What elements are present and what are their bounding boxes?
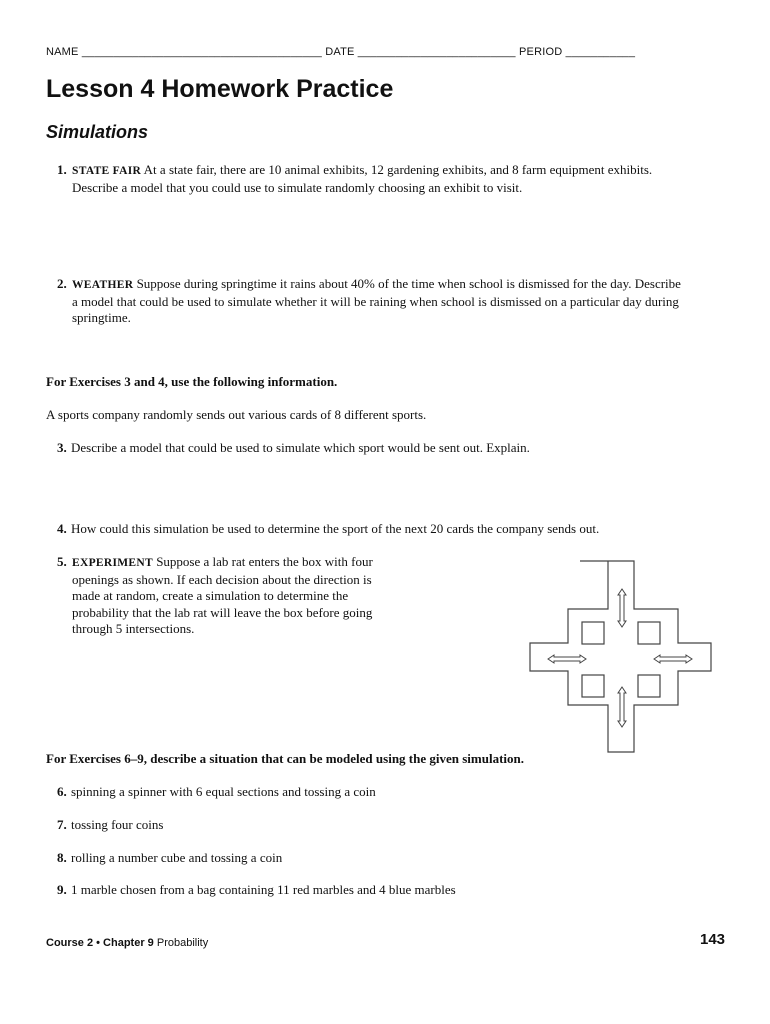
double-arrow-icon — [618, 687, 626, 727]
name-label: NAME — [46, 46, 79, 58]
info-3-4: A sports company randomly sends out various cards of 8 different sports. — [46, 407, 427, 422]
exercise-number: 7. — [57, 817, 67, 832]
lab-rat-box-diagram — [528, 559, 718, 755]
name-blank[interactable]: ______________________________________ — [81, 46, 322, 58]
instruction-3-4: For Exercises 3 and 4, use the following information. — [46, 374, 338, 389]
date-blank[interactable]: _________________________ — [357, 46, 516, 58]
inner-square — [638, 675, 660, 697]
instruction-6-9: For Exercises 6–9, describe a situation that can be modeled using the given simulation. — [46, 751, 524, 766]
period-label: PERIOD — [519, 46, 563, 58]
exercise-text: made at random, create a simulation to determine the — [72, 588, 349, 603]
exercise-text: a model that could be used to simulate whether it will be raining when school is dismissed on a particular day during — [72, 293, 679, 309]
exercise-number: 3. — [57, 440, 67, 455]
exercise-text: probability that the lab rat will leave the box before going — [72, 604, 373, 620]
exercise-2 — [57, 276, 727, 327]
exercise-text: spinning a spinner with 6 equal sections and tossing a coin — [71, 784, 376, 799]
exercise-tag: EXPERIMENT — [72, 557, 153, 569]
inner-square — [582, 675, 604, 697]
footer-course-info — [46, 937, 208, 949]
page-subtitle: Simulations — [46, 122, 149, 142]
footer-topic: Probability — [153, 937, 209, 949]
exercise-text: Suppose a lab rat enters the box with four — [152, 554, 373, 569]
inner-square — [638, 622, 660, 644]
double-arrow-icon — [618, 589, 626, 627]
inner-square — [582, 622, 604, 644]
page-number: 143 — [700, 931, 726, 948]
exercise-text: rolling a number cube and tossing a coin — [71, 850, 283, 865]
date-label: DATE — [325, 46, 355, 58]
exercise-number: 5. — [57, 554, 67, 569]
period-blank[interactable]: ___________ — [565, 46, 636, 58]
exercise-3 — [57, 440, 727, 457]
exercise-text: through 5 intersections. — [72, 621, 195, 636]
exercise-text: Describe a model that could be used to simulate which sport would be sent out. Explain. — [71, 440, 530, 455]
footer-chapter: Chapter 9 — [103, 937, 154, 949]
exercise-tag: STATE FAIR — [72, 165, 142, 177]
exercise-text: Describe a model that you could use to simulate randomly choosing an exhibit to visit. — [72, 179, 523, 195]
page-title: Lesson 4 Homework Practice — [46, 75, 394, 103]
exercise-text: 1 marble chosen from a bag containing 11 red marbles and 4 blue marbles — [71, 882, 456, 897]
exercise-9 — [57, 882, 657, 899]
exercise-tag: WEATHER — [72, 279, 134, 291]
double-arrow-icon — [548, 655, 586, 663]
exercise-number: 8. — [57, 850, 67, 865]
exercise-8 — [57, 850, 657, 867]
student-info-header — [46, 46, 635, 58]
exercise-number: 4. — [57, 521, 67, 536]
exercise-number: 1. — [57, 162, 67, 177]
exercise-text: springtime. — [72, 310, 131, 325]
footer-course: Course 2 — [46, 937, 94, 949]
exercise-number: 6. — [57, 784, 67, 799]
exercise-5 — [57, 554, 417, 638]
exercise-number: 2. — [57, 276, 67, 291]
exercise-text: At a state fair, there are 10 animal exhibits, 12 gardening exhibits, and 8 farm equipment exhibits. — [141, 162, 653, 177]
exercise-text: openings as shown. If each decision about the direction is — [72, 571, 372, 587]
exercise-text: tossing four coins — [71, 817, 164, 832]
exercise-1 — [57, 162, 727, 196]
double-arrow-icon — [654, 655, 692, 663]
exercise-number: 9. — [57, 882, 67, 897]
footer-bullet: • — [93, 937, 104, 949]
exercise-text: Suppose during springtime it rains about 40% of the time when school is dismissed for the day. Describe — [133, 276, 681, 291]
exercise-6 — [57, 784, 657, 801]
exercise-7 — [57, 817, 657, 834]
exercise-text: How could this simulation be used to determine the sport of the next 20 cards the company sends out. — [71, 521, 600, 536]
exercise-4 — [57, 521, 737, 538]
